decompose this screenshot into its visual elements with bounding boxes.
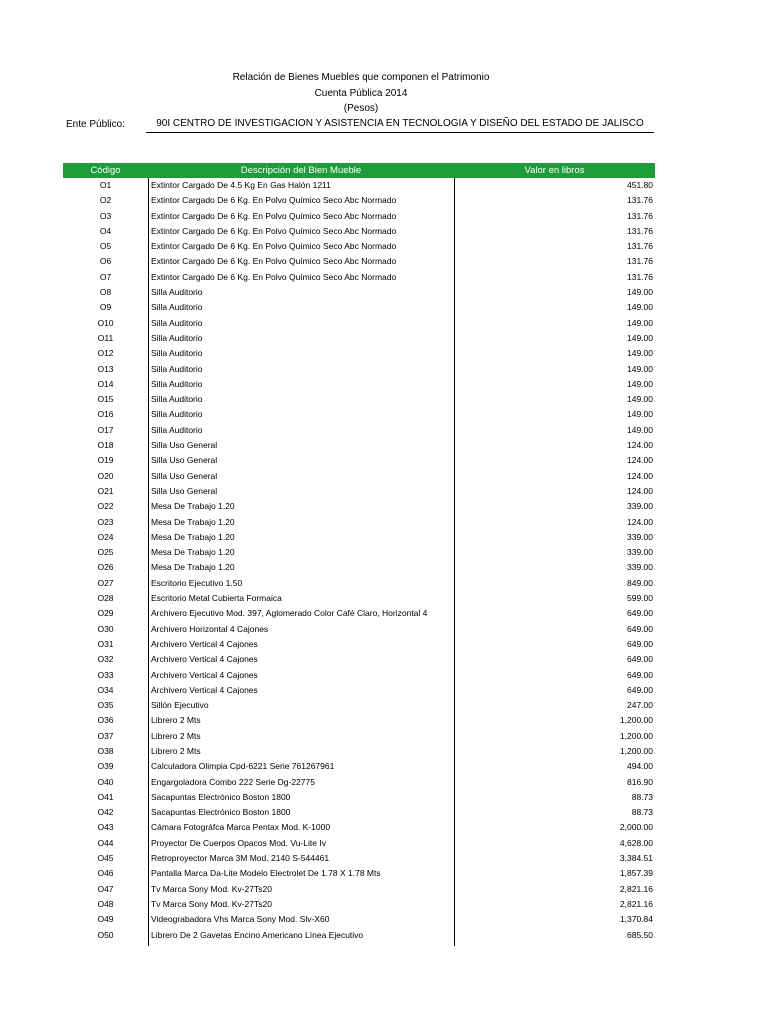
cell-code: O3: [99, 210, 112, 221]
cell-description: Mesa De Trabajo 1.20: [151, 562, 235, 573]
cell-description: Archivero Vertical 4 Cajones: [151, 654, 258, 665]
cell-value: 149.00: [627, 394, 653, 405]
cell-value: 88.73: [631, 791, 653, 802]
cell-description: Sillón Ejecutivo: [151, 700, 209, 711]
table-row: [63, 897, 655, 912]
report-currency: (Pesos): [343, 103, 379, 114]
table-row: [63, 591, 655, 606]
cell-value: 2,821.16: [619, 898, 653, 909]
cell-value: 124.00: [627, 485, 653, 496]
cell-value: 88.73: [631, 807, 653, 818]
cell-description: Mesa De Trabajo 1.20: [151, 547, 235, 558]
table-row: [63, 560, 655, 575]
cell-description: Mesa De Trabajo 1.20: [151, 501, 235, 512]
table-row: [63, 775, 655, 790]
cell-code: O25: [97, 547, 114, 558]
table-row: [63, 499, 655, 514]
cell-description: Silla Auditorio: [151, 302, 203, 313]
cell-value: 124.00: [627, 455, 653, 466]
table-row: [63, 193, 655, 208]
cell-description: Extintor Cargado De 6 Kg. En Polvo Químico Seco Abc Normado: [151, 225, 397, 236]
table-row: [63, 637, 655, 652]
cell-code: O29: [97, 608, 114, 619]
table-row: [63, 346, 655, 361]
cell-description: Extintor Cargado De 4.5 Kg En Gas Halón 1211: [151, 180, 331, 190]
report-subtitle: Cuenta Pública 2014: [314, 88, 408, 99]
cell-code: O46: [97, 868, 114, 879]
cell-value: 149.00: [627, 409, 653, 420]
table-row: [63, 438, 655, 453]
table-row: [63, 866, 655, 881]
table-row: [63, 377, 655, 392]
cell-code: O4: [99, 225, 112, 236]
table-row: [63, 331, 655, 346]
cell-description: Calculadora Olimpia Cpd-6221 Serie 761267961: [151, 761, 335, 772]
table-row: [63, 469, 655, 484]
cell-code: O5: [99, 241, 112, 252]
table-row: [63, 300, 655, 315]
table-rows: [63, 178, 655, 943]
cell-code: O43: [97, 822, 114, 833]
cell-value: 494.00: [627, 761, 653, 772]
cell-code: O35: [97, 700, 114, 711]
cell-value: 247.00: [627, 700, 653, 711]
cell-description: Silla Auditorio: [151, 317, 203, 328]
cell-description: Cámara Fotográfca Marca Pentax Mod. K-1000: [151, 822, 331, 833]
cell-description: Archivero Vertical 4 Cajones: [151, 684, 258, 695]
cell-code: O8: [99, 287, 112, 298]
cell-code: O33: [97, 669, 114, 680]
cell-code: O39: [97, 761, 114, 772]
cell-value: 2,000.00: [619, 822, 653, 833]
table-row: [63, 622, 655, 637]
cell-value: 339.00: [627, 547, 653, 558]
table-row: [63, 790, 655, 805]
cell-code: O15: [97, 394, 114, 405]
table-row: [63, 515, 655, 530]
table-row: [63, 729, 655, 744]
cell-value: 849.00: [627, 577, 653, 588]
cell-description: Extintor Cargado De 6 Kg. En Polvo Químico Seco Abc Normado: [151, 195, 397, 206]
cell-code: O18: [97, 440, 114, 451]
table-row: [63, 882, 655, 897]
table-row: [63, 484, 655, 499]
cell-code: O48: [97, 898, 114, 909]
cell-value: 649.00: [627, 684, 653, 695]
cell-description: Mesa De Trabajo 1.20: [151, 516, 235, 527]
cell-code: O7: [99, 271, 112, 282]
table-row: [63, 423, 655, 438]
cell-description: Silla Uso General: [151, 485, 218, 496]
cell-value: 131.76: [627, 271, 653, 282]
table-row: [63, 805, 655, 820]
cell-value: 649.00: [627, 654, 653, 665]
cell-value: 131.76: [627, 195, 653, 206]
table-row: [63, 836, 655, 851]
cell-description: Mesa De Trabajo 1.20: [151, 531, 235, 542]
cell-code: O21: [97, 485, 114, 496]
cell-description: Silla Auditorio: [151, 378, 203, 389]
cell-code: O45: [97, 853, 114, 864]
table-row: [63, 744, 655, 759]
cell-code: O23: [97, 516, 114, 527]
cell-description: Extintor Cargado De 6 Kg. En Polvo Químico Seco Abc Normado: [151, 256, 397, 267]
cell-description: Archivero Ejecutivo Mod. 397, Aglomerado Color Café Claro, Horizontal 4: [151, 608, 428, 619]
cell-value: 649.00: [627, 608, 653, 619]
table-row: [63, 453, 655, 468]
cell-value: 149.00: [627, 317, 653, 328]
table-row: [63, 713, 655, 728]
cell-value: 149.00: [627, 363, 653, 374]
cell-value: 1,370.84: [619, 914, 653, 925]
cell-value: 149.00: [627, 302, 653, 313]
cell-description: Silla Auditorio: [151, 409, 203, 420]
cell-code: O49: [97, 914, 114, 925]
cell-value: 339.00: [627, 562, 653, 573]
cell-description: Librero De 2 Gavetas Encino Americano Línea Ejecutivo: [151, 929, 364, 940]
cell-description: Tv Marca Sony Mod. Kv-27Ts20: [151, 883, 272, 894]
cell-code: O50: [97, 929, 114, 940]
cell-description: Silla Auditorio: [151, 332, 203, 343]
table-row: [63, 576, 655, 591]
cell-description: Silla Auditorio: [151, 348, 203, 359]
cell-code: O28: [97, 593, 114, 604]
cell-value: 4,628.00: [619, 837, 653, 848]
cell-code: O32: [97, 654, 114, 665]
cell-description: Silla Auditorio: [151, 363, 203, 374]
cell-code: O24: [97, 531, 114, 542]
cell-code: O42: [97, 807, 114, 818]
cell-code: O27: [97, 577, 114, 588]
cell-code: O26: [97, 562, 114, 573]
table-row: [63, 912, 655, 927]
cell-value: 124.00: [627, 516, 653, 527]
cell-description: Sacapuntas Electrónico Boston 1800: [151, 807, 291, 818]
cell-code: O20: [97, 470, 114, 481]
cell-code: O1: [99, 180, 112, 190]
table-row: [63, 270, 655, 285]
table-row: [63, 928, 655, 943]
report-title: Relación de Bienes Muebles que componen el Patrimonio: [232, 72, 490, 83]
cell-code: O31: [97, 638, 114, 649]
cell-value: 1,857.39: [619, 868, 653, 879]
cell-description: Silla Auditorio: [151, 394, 203, 405]
cell-description: Escritorio Ejecutivo 1.50: [151, 577, 243, 588]
table-row: [63, 209, 655, 224]
table-body: [63, 178, 655, 946]
cell-code: O40: [97, 776, 114, 787]
cell-value: 124.00: [627, 470, 653, 481]
cell-code: O22: [97, 501, 114, 512]
cell-code: O47: [97, 883, 114, 894]
cell-description: Retroproyector Marca 3M Mod. 2140 S-544461: [151, 853, 330, 864]
cell-value: 339.00: [627, 501, 653, 512]
cell-value: 131.76: [627, 225, 653, 236]
table-row: [63, 668, 655, 683]
table-row: [63, 545, 655, 560]
cell-value: 649.00: [627, 638, 653, 649]
table-row: [63, 316, 655, 331]
cell-value: 131.76: [627, 256, 653, 267]
cell-description: Extintor Cargado De 6 Kg. En Polvo Químico Seco Abc Normado: [151, 210, 397, 221]
cell-code: O14: [97, 378, 114, 389]
cell-description: Librero 2 Mts: [151, 730, 201, 741]
table-row: [63, 683, 655, 698]
cell-value: 131.76: [627, 241, 653, 252]
column-header-value: Valor en libros: [524, 165, 585, 176]
cell-value: 816.90: [627, 776, 653, 787]
table-row: [63, 652, 655, 667]
cell-code: O13: [97, 363, 114, 374]
cell-value: 649.00: [627, 623, 653, 634]
cell-value: 649.00: [627, 669, 653, 680]
cell-code: O34: [97, 684, 114, 695]
table-row: [63, 530, 655, 545]
cell-description: Engargoladora Combo 222 Serie Dg-22775: [151, 776, 315, 787]
cell-description: Silla Auditorio: [151, 424, 203, 435]
column-header-code: Código: [90, 165, 121, 176]
cell-description: Archivero Vertical 4 Cajones: [151, 638, 258, 649]
cell-description: Silla Auditorio: [151, 287, 203, 298]
ente-value: 90I CENTRO DE INVESTIGACION Y ASISTENCIA EN TECNOLOGIA Y DISEÑO DEL ESTADO DE JALISCO: [146, 118, 654, 133]
cell-description: Extintor Cargado De 6 Kg. En Polvo Químico Seco Abc Normado: [151, 271, 397, 282]
cell-value: 599.00: [627, 593, 653, 604]
cell-description: Videograbadora Vhs Marca Sony Mod. Slv-X60: [151, 914, 330, 925]
cell-value: 124.00: [627, 440, 653, 451]
cell-code: O12: [97, 348, 114, 359]
cell-value: 3,384.51: [619, 853, 653, 864]
cell-description: Proyector De Cuerpos Opacos Mod. Vu-Lite Iv: [151, 837, 326, 848]
cell-code: O11: [97, 332, 114, 343]
cell-description: Librero 2 Mts: [151, 745, 201, 756]
table-row: [63, 178, 655, 193]
table-row: [63, 285, 655, 300]
column-header-description: Descripción del Bien Mueble: [240, 165, 362, 176]
cell-value: 1,200.00: [619, 730, 653, 741]
cell-description: Archivero Horizontal 4 Cajones: [151, 623, 269, 634]
cell-code: O30: [97, 623, 114, 634]
table-row: [63, 606, 655, 621]
table-row: [63, 392, 655, 407]
table-row: [63, 224, 655, 239]
cell-value: 149.00: [627, 424, 653, 435]
cell-description: Extintor Cargado De 6 Kg. En Polvo Químico Seco Abc Normado: [151, 241, 397, 252]
cell-description: Librero 2 Mts: [151, 715, 201, 726]
table-row: [63, 698, 655, 713]
cell-code: O44: [97, 837, 114, 848]
cell-code: O6: [99, 256, 112, 267]
cell-code: O37: [97, 730, 114, 741]
table-row: [63, 362, 655, 377]
cell-value: 339.00: [627, 531, 653, 542]
cell-value: 149.00: [627, 378, 653, 389]
table-row: [63, 759, 655, 774]
cell-code: O19: [97, 455, 114, 466]
table-row: [63, 254, 655, 269]
cell-value: 451.80: [627, 180, 653, 190]
cell-code: O10: [97, 317, 114, 328]
cell-value: 685.50: [627, 929, 653, 940]
cell-value: 1,200.00: [619, 745, 653, 756]
cell-value: 131.76: [627, 210, 653, 221]
cell-code: O2: [99, 195, 112, 206]
cell-value: 149.00: [627, 348, 653, 359]
cell-value: 2,821.16: [619, 883, 653, 894]
cell-description: Silla Uso General: [151, 455, 218, 466]
cell-description: Escritorio Metal Cubierta Formaica: [151, 593, 282, 604]
cell-description: Tv Marca Sony Mod. Kv-27Ts20: [151, 898, 272, 909]
cell-value: 149.00: [627, 287, 653, 298]
cell-description: Pantalla Marca Da-Lite Modelo Electrolet De 1.78 X 1.78 Mts: [151, 868, 381, 879]
cell-description: Sacapuntas Electrónico Boston 1800: [151, 791, 291, 802]
cell-description: Silla Uso General: [151, 440, 218, 451]
table-row: [63, 407, 655, 422]
cell-description: Archivero Vertical 4 Cajones: [151, 669, 258, 680]
cell-value: 149.00: [627, 332, 653, 343]
cell-value: 1,200.00: [619, 715, 653, 726]
cell-code: O9: [99, 302, 112, 313]
cell-code: O16: [97, 409, 114, 420]
cell-code: O17: [97, 424, 114, 435]
table-row: [63, 239, 655, 254]
cell-description: Silla Uso General: [151, 470, 218, 481]
ente-label: Ente Público:: [66, 119, 125, 130]
table-header: [63, 163, 655, 178]
table-row: [63, 851, 655, 866]
cell-code: O36: [97, 715, 114, 726]
cell-code: O38: [97, 745, 114, 756]
cell-code: O41: [97, 791, 114, 802]
table-row: [63, 820, 655, 835]
